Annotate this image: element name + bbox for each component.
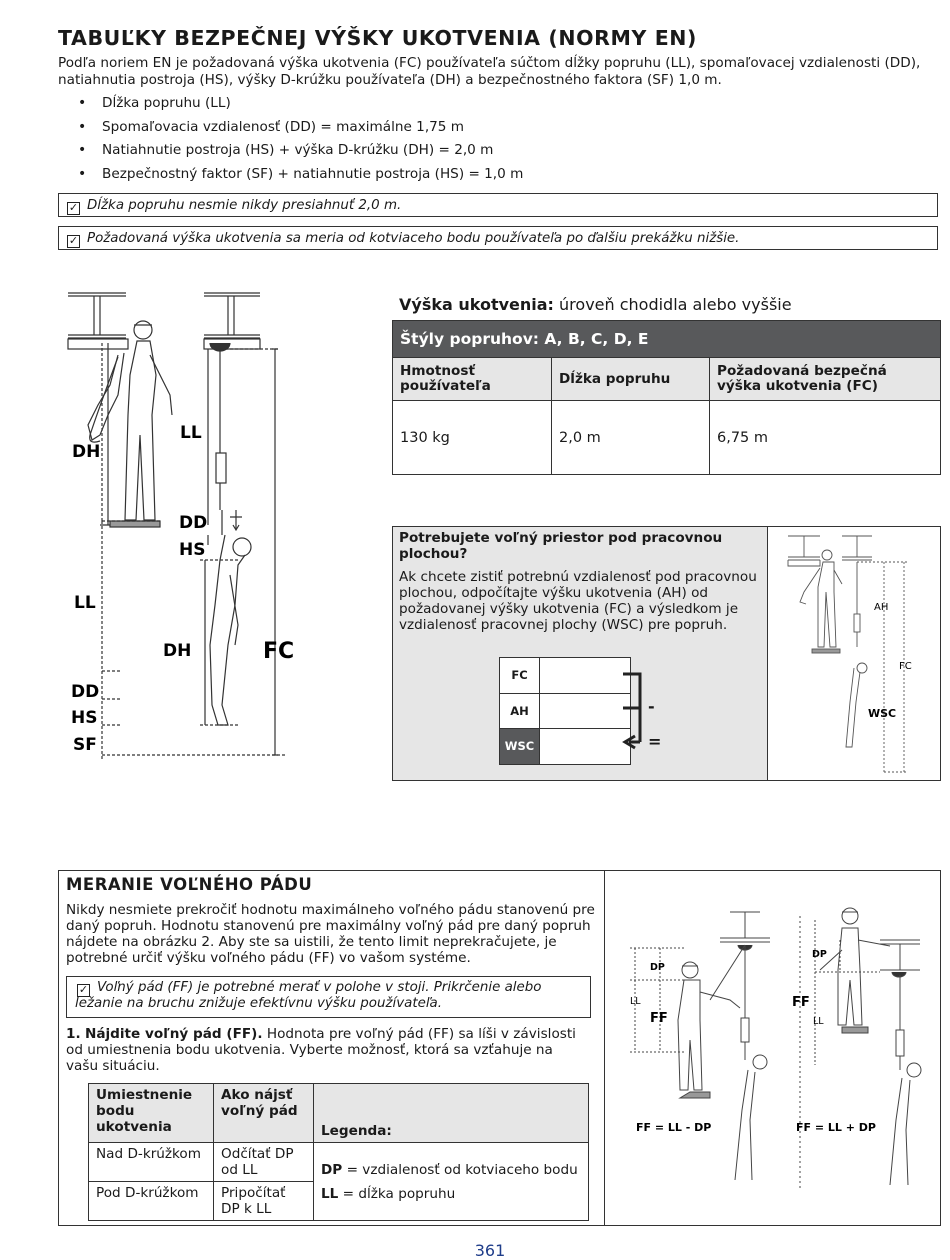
- clearance-figure: [780, 532, 940, 777]
- label-ll: LL: [813, 1016, 824, 1027]
- formula-above: FF = LL - DP: [636, 1121, 712, 1134]
- anchorage-heading: [399, 295, 792, 314]
- note-text: Požadovaná výška ukotvenia sa meria od kotviaceho bodu používateľa po ďalšiu prekážku nižšie.: [87, 231, 740, 246]
- label-ll: LL: [630, 996, 641, 1007]
- legend-cell: [314, 1143, 589, 1221]
- calc-label-ah: AH: [500, 693, 540, 729]
- list-item: • Spomaľovacia vzdialenosť (DD) = maximálne 1,75 m: [78, 116, 523, 140]
- free-fall-text: Nikdy nesmiete prekročiť hodnotu maximálneho voľného pádu stanovenú pre daný popruh. Hodnotu stanovenú pre maximálny voľný pád pre daný popruh nájdete na obrázku 2. Aby ste sa uistili, že tento limit neprekračujete, je potrebné určiť výšku voľného pádu (FF) vo vašom systéme.: [66, 902, 595, 966]
- note-anchor-measure: [58, 226, 938, 250]
- free-fall-table: [88, 1083, 589, 1221]
- component-list: [78, 92, 523, 186]
- step-title: Nájdite voľný pád (FF).: [84, 1026, 263, 1042]
- label-ll: LL: [74, 593, 96, 613]
- checkbox-icon: ✓: [68, 201, 79, 214]
- note-lanyard-length: [58, 193, 938, 217]
- table-cell: 6,75 m: [710, 401, 941, 475]
- column-header: Dĺžka popruhu: [552, 358, 710, 401]
- free-fall-figure: [620, 900, 938, 1200]
- list-item: • Bezpečnostný faktor (SF) + natiahnutie postroja (HS) = 1,0 m: [78, 163, 523, 187]
- anchorage-table: [392, 320, 941, 475]
- column-header: Hmotnosť používateľa: [393, 358, 552, 401]
- list-item: • Natiahnutie postroja (HS) + výška D-krúžku (DH) = 2,0 m: [78, 139, 523, 163]
- legend-text: = dĺžka popruhu: [342, 1185, 456, 1202]
- page-number: 361: [474, 1241, 506, 1260]
- page-title: TABUĽKY BEZPEČNEJ VÝŠKY UKOTVENIA (NORMY EN): [58, 26, 698, 50]
- label-ah: AH: [874, 602, 889, 613]
- label-hs: HS: [71, 708, 98, 728]
- label-fc: FC: [899, 661, 912, 672]
- column-header: Požadovaná bezpečná výška ukotvenia (FC): [710, 358, 941, 401]
- label-fc: FC: [263, 639, 295, 664]
- intro-text: Podľa noriem EN je požadovaná výška ukotvenia (FC) používateľa súčtom dĺžky popruhu (LL), spomaľovacej vzdialenosti (DD), natiahnutia postroja (HS), výšky D-krúžku používateľa (DH) a bezpečnostného faktora (SF) 1,0 m.: [58, 55, 921, 88]
- legend-text: = vzdialenosť od kotviaceho bodu: [346, 1161, 578, 1178]
- table-cell: 130 kg: [393, 401, 552, 475]
- label-hs: HS: [179, 540, 206, 560]
- table-cell: Nad D-krúžkom: [89, 1143, 214, 1182]
- calc-label-wsc: WSC: [500, 729, 540, 765]
- checkbox-icon: ✓: [78, 983, 89, 996]
- anchorage-label: Výška ukotvenia:: [399, 295, 554, 314]
- table-cell: Odčítať DP od LL: [214, 1143, 314, 1182]
- label-ll: LL: [180, 423, 202, 443]
- free-fall-note: [66, 976, 591, 1018]
- label-dp: DP: [812, 949, 827, 960]
- legend-key: DP: [321, 1161, 343, 1178]
- clearance-text: Ak chcete zistiť potrebnú vzdialenosť pod pracovnou plochou, odpočítajte výšku ukotvenia (AH) od požadovanej výšky ukotvenia (FC) a výsledkom je vzdialenosť pracovnej plochy (WSC) pre popruh.: [399, 569, 757, 633]
- label-dd: DD: [179, 513, 208, 533]
- free-fall-title: MERANIE VOĽNÉHO PÁDU: [66, 875, 313, 894]
- label-sf: SF: [73, 735, 97, 755]
- equals-sign: =: [648, 732, 662, 751]
- label-ff: FF: [650, 1011, 668, 1026]
- label-dh: DH: [72, 442, 101, 462]
- label-dh: DH: [163, 641, 192, 661]
- list-item: • Dĺžka popruhu (LL): [78, 92, 523, 116]
- table-header: Štýly popruhov: A, B, C, D, E: [393, 321, 941, 358]
- anchorage-value: úroveň chodidla alebo vyššie: [559, 295, 792, 314]
- checkbox-icon: ✓: [68, 234, 79, 247]
- clearance-heading: Potrebujete voľný priestor pod pracovnou plochou?: [399, 530, 723, 562]
- column-header: Umiestnenie bodu ukotvenia: [89, 1084, 214, 1143]
- column-header: Legenda:: [314, 1084, 589, 1143]
- table-cell: Pod D-krúžkom: [89, 1182, 214, 1221]
- calc-label-fc: FC: [500, 658, 540, 694]
- table-cell: Pripočítať DP k LL: [214, 1182, 314, 1221]
- free-fall-step: [66, 1026, 586, 1074]
- note-text: Voľný pád (FF) je potrebné merať v polohe v stoji. Prikrčenie alebo ležanie na bruchu znižuje efektívnu výšku používateľa.: [75, 980, 542, 1011]
- table-cell: 2,0 m: [552, 401, 710, 475]
- column-header: Ako nájsť voľný pád: [214, 1084, 314, 1143]
- minus-sign: -: [648, 697, 655, 716]
- label-wsc: WSC: [868, 707, 897, 720]
- formula-below: FF = LL + DP: [796, 1121, 876, 1134]
- label-ff: FF: [792, 995, 810, 1010]
- legend-key: LL: [321, 1185, 339, 1202]
- note-text: Dĺžka popruhu nesmie nikdy presiahnuť 2,0 m.: [87, 198, 402, 213]
- calc-bracket: [615, 668, 675, 758]
- label-dp: DP: [650, 962, 665, 973]
- fall-clearance-diagram: [60, 285, 370, 765]
- label-dd: DD: [71, 682, 100, 702]
- clearance-calc-table: [499, 657, 631, 765]
- step-text: Hodnota pre voľný pád (FF) sa líši v závislosti od umiestnenia bodu ukotvenia. Vyberte možnosť, ktorá sa vzťahuje na vašu situáciu.: [66, 1026, 576, 1074]
- step-number: 1.: [66, 1026, 81, 1042]
